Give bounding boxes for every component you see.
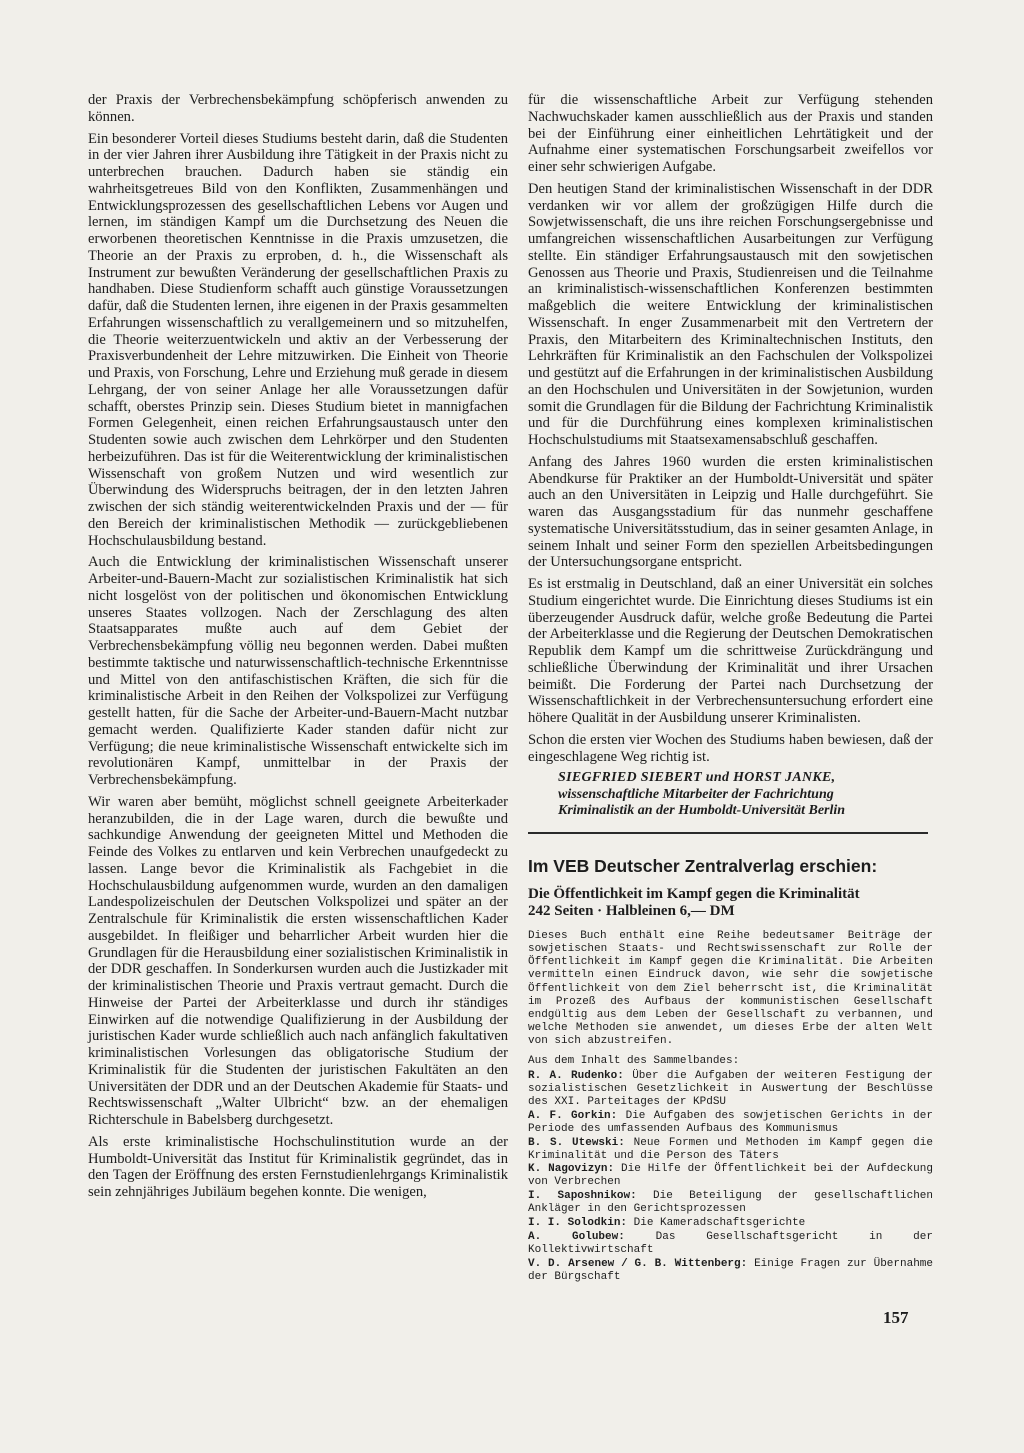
section-divider bbox=[528, 832, 928, 834]
paragraph: Es ist erstmalig in Deutschland, daß an einer Universität ein solches Studium eingerichtet wurde. Die Einrichtung dieses Studiums ist ein überzeugender Ausdruck dafür, welche große Bedeutung die Partei der Arbeiterklasse und die Regierung der Deutschen Demokratischen Republik dem Kampf um die schrittweise Zurückdrängung und schließliche Überwindung der Kriminalität und ihrer Ursachen beimißt. Die Forderung der Partei nach Durchsetzung der Wissenschaftlichkeit in der Verbrechensuntersuchung erfordert eine höhere Qualität in der Ausbildung unserer Kriminalisten. bbox=[528, 576, 933, 726]
contents-text: Die Aufgaben des sowjetischen Gerichts in der Periode des umfassenden Aufbaus des Kommunismus bbox=[528, 1109, 933, 1135]
list-item bbox=[528, 1190, 933, 1216]
paragraph: Ein besonderer Vorteil dieses Studiums besteht darin, daß die Studenten in der vier Jahren ihrer Ausbildung ihre Tätigkeit in der Praxis nicht zu unterbrechen brauchen. Dadurch haben sie ständig ein wahrheitsgetreues Bild von den Konflikten, Zusammenhängen und Entwicklungsprozessen des gesellschaftlichen Lebens vor Augen und lernen, im ständigen Kampf um die Durchsetzung des Neuen die erworbenen theoretischen Kenntnisse in die Praxis umzusetzen, die Theorie an der Praxis zu erproben, d. h., die Wissenschaft als Instrument zur bewußten Veränderung der gesellschaftlichen Praxis zu handhaben. Diese Studienform schafft auch günstige Voraussetzungen dafür, daß die Studenten lernen, ihre eigenen in der Praxis gesammelten Erfahrungen wissenschaftlich zu verallgemeinern und so mitzuhelfen, die Theorie weiterzuentwickeln und aktiv an der Verbesserung der Praxisverbundenheit der Lehre mitzuwirken. Die Einheit von Theorie und Praxis, von Forschung, Lehre und Erziehung muß gerade in diesem Lehrgang, der von seiner Anlage her alle Voraussetzungen dafür schafft, oberstes Prinzip sein. Dieses Studium bietet in mannigfachen Formen Gelegenheit, einen reichen Erfahrungsaustausch unter den Studenten sowie auch zwischen dem Lehrkörper und den Studenten herbeizuführen. Das ist für die Weiterentwicklung der kriminalistischen Wissenschaft von großem Nutzen und wird wesentlich zur Überwindung des Widerspruchs beitragen, der in den letzten Jahren zwischen der sich ständig weiterentwickelnden Praxis und der — für den Bereich der kriminalistischen Methodik — zurückgebliebenen Hochschulausbildung bestand. bbox=[88, 130, 508, 549]
author-role-line: wissenschaftliche Mitarbeiter der Fachrichtung bbox=[558, 786, 834, 802]
contents-author: V. D. Arsenew / G. B. Wittenberg: bbox=[528, 1257, 748, 1270]
list-item bbox=[528, 1110, 933, 1136]
paragraph: Den heutigen Stand der kriminalistischen Wissenschaft in der DDR verdanken wir vor allem der großzügigen Hilfe durch die Sowjetwissenschaft, die uns ihre reichen Forschungsergebnisse und umfangreichen wissenschaftlichen Ausarbeitungen zur Verfügung stellte. Ein ständiger Erfahrungsaustausch mit den sowjetischen Genossen aus Theorie und Praxis, Studienreisen und die Teilnahme an kriminalistisch-wissenschaftlichen Konferenzen bestimmten maßgeblich die weitere Entwicklung der kriminalistischen Wissenschaft. In enger Zusammenarbeit mit den Vertretern der Praxis, den Mitarbeitern des Kriminaltechnischen Instituts, den Lehrkräften für Kriminalistik an den Fachschulen der Volkspolizei und gestützt auf die Erfahrungen in der kriminalistischen Ausbildung an den Hochschulen und Universitäten in der Sowjetunion, wurden somit die Grundlagen für die Bildung der Fachrichtung Kriminalistik und für die Durchführung eines komplexen kriminalistischen Hochschulstudiums mit Staatsexamensabschluß geschaffen. bbox=[528, 180, 933, 448]
contents-list bbox=[528, 1070, 933, 1284]
left-column bbox=[88, 92, 508, 1206]
book-details: 242 Seiten · Halbleinen 6,— DM bbox=[528, 902, 735, 919]
list-item bbox=[528, 1137, 933, 1163]
contents-text: Über die Aufgaben der weiteren Festigung der sozialistischen Gesetzlichkeit in Auswertung der Beschlüsse des XXI. Parteitages der KPdSU bbox=[528, 1070, 933, 1108]
book-advertisement bbox=[528, 856, 933, 1284]
contents-author: I. Saposhnikow: bbox=[528, 1190, 637, 1203]
contents-text: Das Gesellschaftsgericht in der Kollektivwirtschaft bbox=[528, 1230, 933, 1256]
list-item bbox=[528, 1217, 933, 1230]
paragraph: Auch die Entwicklung der kriminalistischen Wissenschaft unserer Arbeiter-und-Bauern-Macht zur sozialistischen Kriminalistik hat sich nicht losgelöst von der politischen und ökonomischen Entwicklung unseres Staates vollzogen. Nach der Zerschlagung des alten Staatsapparates mußte auch auf dem Gebiet der Verbrechensbekämpfung völlig neu begonnen werden. Dabei mußten bestimmte taktische und naturwissenschaftlich-technische Erkenntnisse und Mittel von den antifaschistischen Kräften, die sich für die kriminalistische Arbeit in den Reihen der Volkspolizei zur Verfügung gestellt hatten, für die Sache der Arbeiter-und-Bauern-Macht nutzbar gemacht werden. Qualifizierte Kader standen dafür nicht zur Verfügung; die neue kriminalistische Wissenschaft entwickelte sich im revolutionären Kampf, unmittelbar in der Praxis der Verbrechensbekämpfung. bbox=[88, 554, 508, 788]
contents-text: Neue Formen und Methoden im Kampf gegen die Kriminalität und die Person des Täters bbox=[528, 1136, 933, 1162]
contents-author: B. S. Utewski: bbox=[528, 1136, 625, 1149]
author-names: SIEGFRIED SIEBERT und HORST JANKE, bbox=[558, 770, 836, 786]
contents-author: A. F. Gorkin: bbox=[528, 1109, 618, 1122]
publisher-heading: Im VEB Deutscher Zentralverlag erschien: bbox=[528, 855, 878, 876]
right-column bbox=[528, 92, 933, 1285]
list-item bbox=[528, 1163, 933, 1189]
list-item bbox=[528, 1231, 933, 1257]
paragraph: für die wissenschaftliche Arbeit zur Verfügung stehenden Nachwuchskader kamen ausschließlich aus der Praxis und standen bei der Einführung einer einheitlichen Lehrtätigkeit und der Aufnahme einer systematischen Forschungsarbeit zweifellos vor einer sehr schwierigen Aufgabe. bbox=[528, 92, 933, 175]
list-item bbox=[528, 1258, 933, 1284]
contents-title: Aus dem Inhalt des Sammelbandes: bbox=[528, 1054, 740, 1067]
contents-author: K. Nagovizyn: bbox=[528, 1163, 615, 1176]
contents-author: A. Golubew: bbox=[528, 1230, 625, 1243]
list-item bbox=[528, 1070, 933, 1109]
contents-text: Einige Fragen zur Übernahme der Bürgschaft bbox=[528, 1257, 934, 1283]
contents-author: R. A. Rudenko: bbox=[528, 1070, 624, 1083]
book-description: Dieses Buch enthält eine Reihe bedeutsamer Beiträge der sowjetischen Staats- und Rechtswissenschaft zur Rolle der Öffentlichkeit im Kampf gegen die Kriminalität. Die Arbeiten vermitteln einen Eindruck davon, wie sehr die sowjetische Öffentlichkeit von dem Ziel beherrscht ist, die Kriminalität im Prozeß des Aufbaus der kommunistischen Gesellschaft endgültig aus dem Leben der Gesellschaft zu verbannen, und welche Methoden sie anwendet, um dieses Erbe der alten Welt von sich abzustreifen. bbox=[528, 929, 933, 1048]
paragraph: Anfang des Jahres 1960 wurden die ersten kriminalistischen Abendkurse für Praktiker an der Humboldt-Universität und später auch an den Universitäten in Leipzig und Halle durchgeführt. Sie waren das Ausgangsstadium für das nunmehr geschaffene systematische Universitätsstudium, das in seiner gesamten Anlage, in seinem Inhalt und seiner Form den speziellen Arbeitsbedingungen der Untersuchungsorgane entspricht. bbox=[528, 453, 933, 571]
contents-text: Die Beteiligung der gesellschaftlichen Ankläger in den Gerichtsprozessen bbox=[528, 1190, 933, 1216]
book-title: Die Öffentlichkeit im Kampf gegen die Kriminalität bbox=[528, 885, 860, 902]
page-number: 157 bbox=[883, 1308, 909, 1327]
paragraph: Schon die ersten vier Wochen des Studiums haben bewiesen, daß der eingeschlagene Weg richtig ist. bbox=[528, 731, 933, 765]
paragraph: Als erste kriminalistische Hochschulinstitution wurde an der Humboldt-Universität das Institut für Kriminalistik gegründet, das in den Tagen der Eröffnung des ersten Fernstudienlehrgangs Kriminalistik sein zehnjähriges Jubiläum begehen konnte. Die wenigen, bbox=[88, 1133, 508, 1200]
contents-text: Die Kameradschaftsgerichte bbox=[633, 1217, 806, 1230]
author-role-line: Kriminalistik an der Humboldt-Universität Berlin bbox=[558, 803, 846, 819]
contents-author: I. I. Solodkin: bbox=[528, 1217, 628, 1230]
paragraph: Wir waren aber bemüht, möglichst schnell geeignete Arbeiterkader heranzubilden, die in der Lage waren, durch die bewußte und sachkundige Anwendung der geeigneten Mittel und Methoden die Feinde des Volkes zu entlarven und kein Verbrechen unaufgedeckt zu lassen. Lange bevor die Kriminalistik als Fachgebiet in die Hochschulausbildung aufgenommen wurde, wurden an den damaligen Landespolizeischulen der Deutschen Volkspolizei und später an der Zentralschule für Kriminalistik die ersten wissenschaftlichen Kader ausgebildet. In fleißiger und beharrlicher Arbeit wurden hier die Grundlagen für die Herausbildung einer sozialistischen Kriminalistik in der DDR geschaffen. In Sonderkursen wurden auch die Justizkader mit der kriminalistischen Theorie und Praxis vertraut gemacht. Durch die Hinweise der Partei der Arbeiterklasse und durch ihr ständiges Einwirken auf die notwendige Qualifizierung in der Ausbildung der juristischen Kader wurde schließlich auch nach anfänglich fakultativen kriminalistischen Vorlesungen das obligatorische Studium der Kriminalistik für die Studenten der juristischen Fakultäten an den Universitäten der DDR und an der Deutschen Akademie für Staats- und Rechtswissenschaft „Walter Ulbricht“ bzw. an der ehemaligen Richterschule in Babelsberg durchgesetzt. bbox=[88, 793, 508, 1128]
contents-text: Die Hilfe der Öffentlichkeit bei der Aufdeckung von Verbrechen bbox=[528, 1163, 933, 1189]
author-signature bbox=[528, 770, 933, 820]
paragraph: der Praxis der Verbrechensbekämpfung schöpferisch anwenden zu können. bbox=[88, 92, 508, 125]
